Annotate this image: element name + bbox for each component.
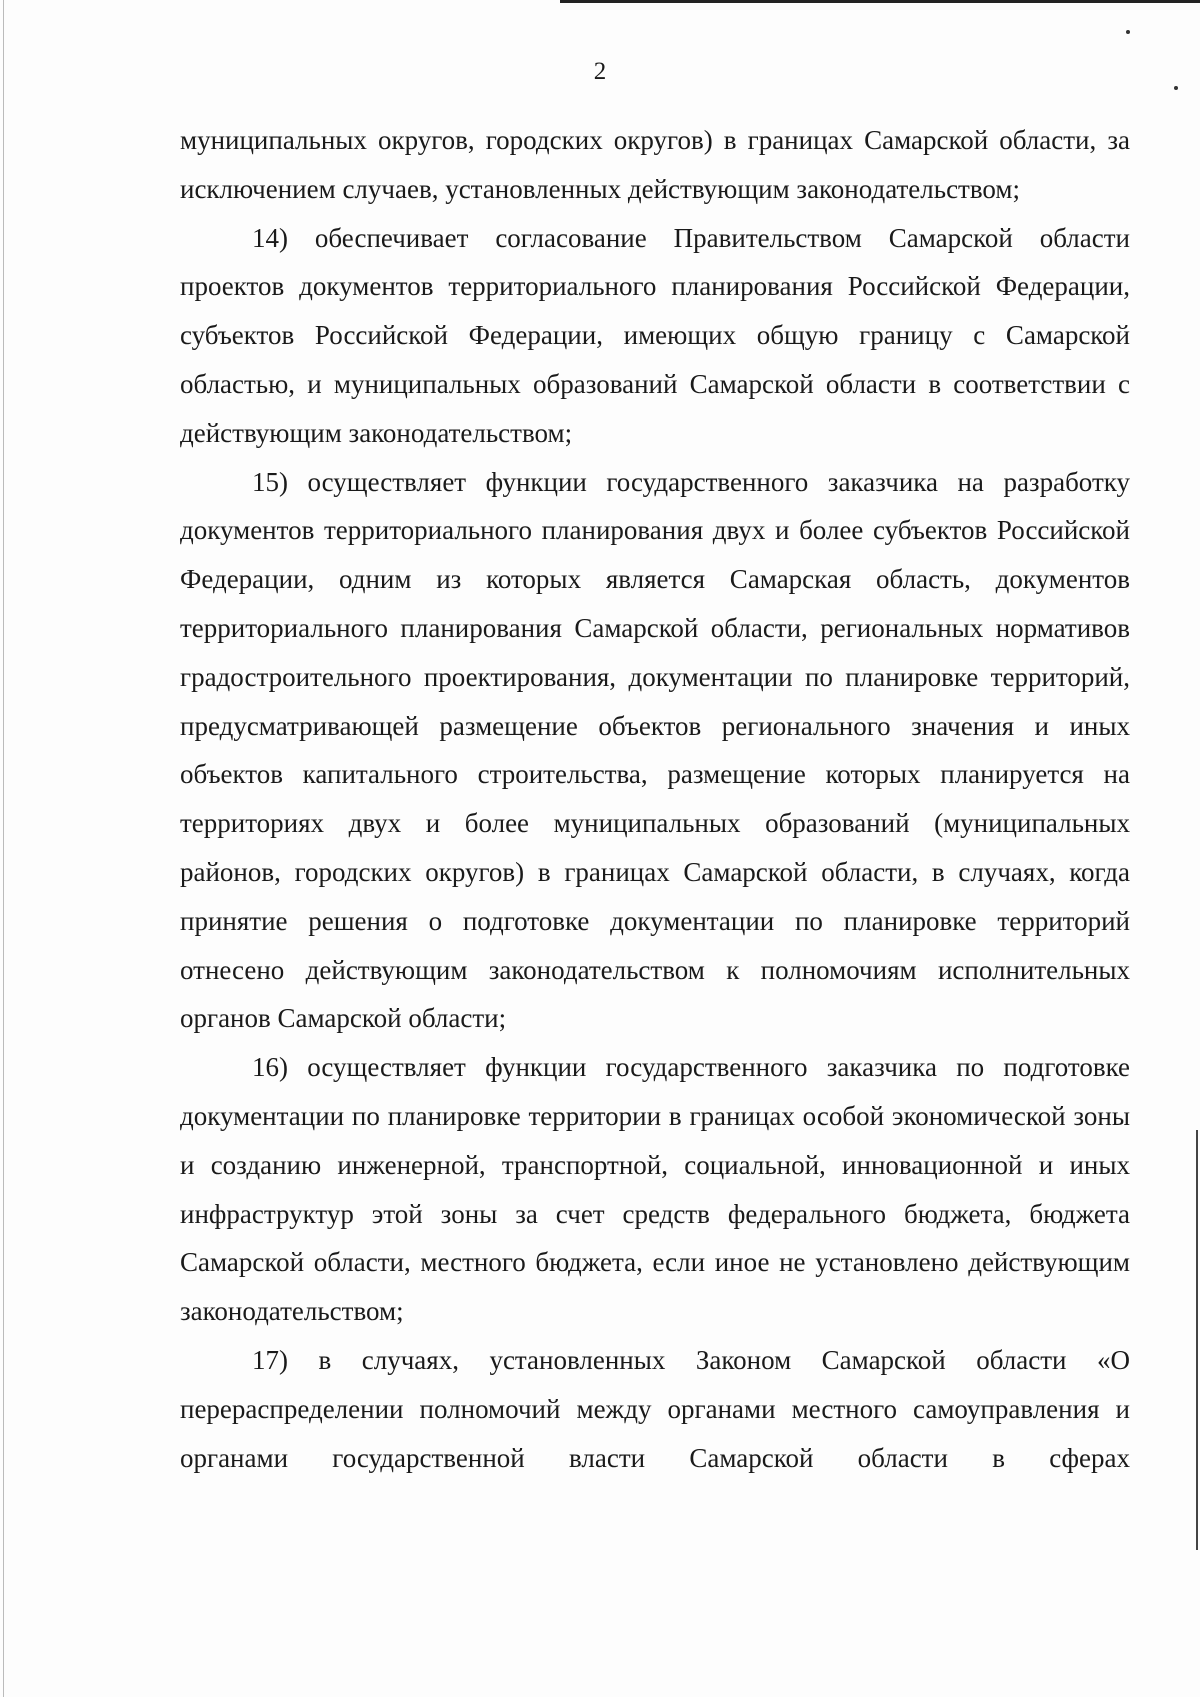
paragraph-continuation: муниципальных округов, городских округов) в границах Самарской области, за исключением случаев, установленных действующим законодательством;	[180, 125, 1130, 204]
paragraph-item-15: 15) осуществляет функции государственного заказчика на разработку документов территориального планирования двух и более субъектов Российской Федерации, одним из которых является Самарская область, документов территориального планирования Самарской области, региональных нормативов градостроительного проектирования, документации по планировке территорий, предусматривающей размещение объектов регионального значения и иных объектов капитального строительства, размещение которых планируется на территориях двух и более муниципальных образований (муниципальных районов, городских округов) в границах Самарской области, в случаях, когда принятие решения о подготовке документации по планировке территорий отнесено действующим законодательством к полномочиям исполнительных органов Самарской области;	[180, 466, 1130, 1034]
page-number: 2	[593, 58, 607, 85]
paragraph-item-16: 16) осуществляет функции государственного заказчика по подготовке документации по планировке территории в границах особой экономической зоны и созданию инженерной, транспортной, социальной, инновационной и иных инфраструктур этой зоны за счет средств федерального бюджета, бюджета Самарской области, местного бюджета, если иное не установлено действующим законодательством;	[180, 1052, 1130, 1327]
scan-speck	[1174, 86, 1178, 90]
scan-speck	[1126, 30, 1130, 34]
document-body	[180, 116, 1130, 1482]
paragraph-item-14: 14) обеспечивает согласование Правительством Самарской области проектов документов территориального планирования Российской Федерации, субъектов Российской Федерации, имеющих общую границу с Самарской областью, и муниципальных образований Самарской области в соответствии с действующим законодательством;	[180, 222, 1130, 448]
scan-top-border	[560, 0, 1200, 3]
paragraph-item-17: 17) в случаях, установленных Законом Самарской области «О перераспределении полномочий между органами местного самоуправления и органами государственной власти Самарской области в сферах	[180, 1344, 1130, 1473]
scan-right-border	[1196, 1130, 1198, 1550]
scan-left-border	[3, 0, 4, 1697]
